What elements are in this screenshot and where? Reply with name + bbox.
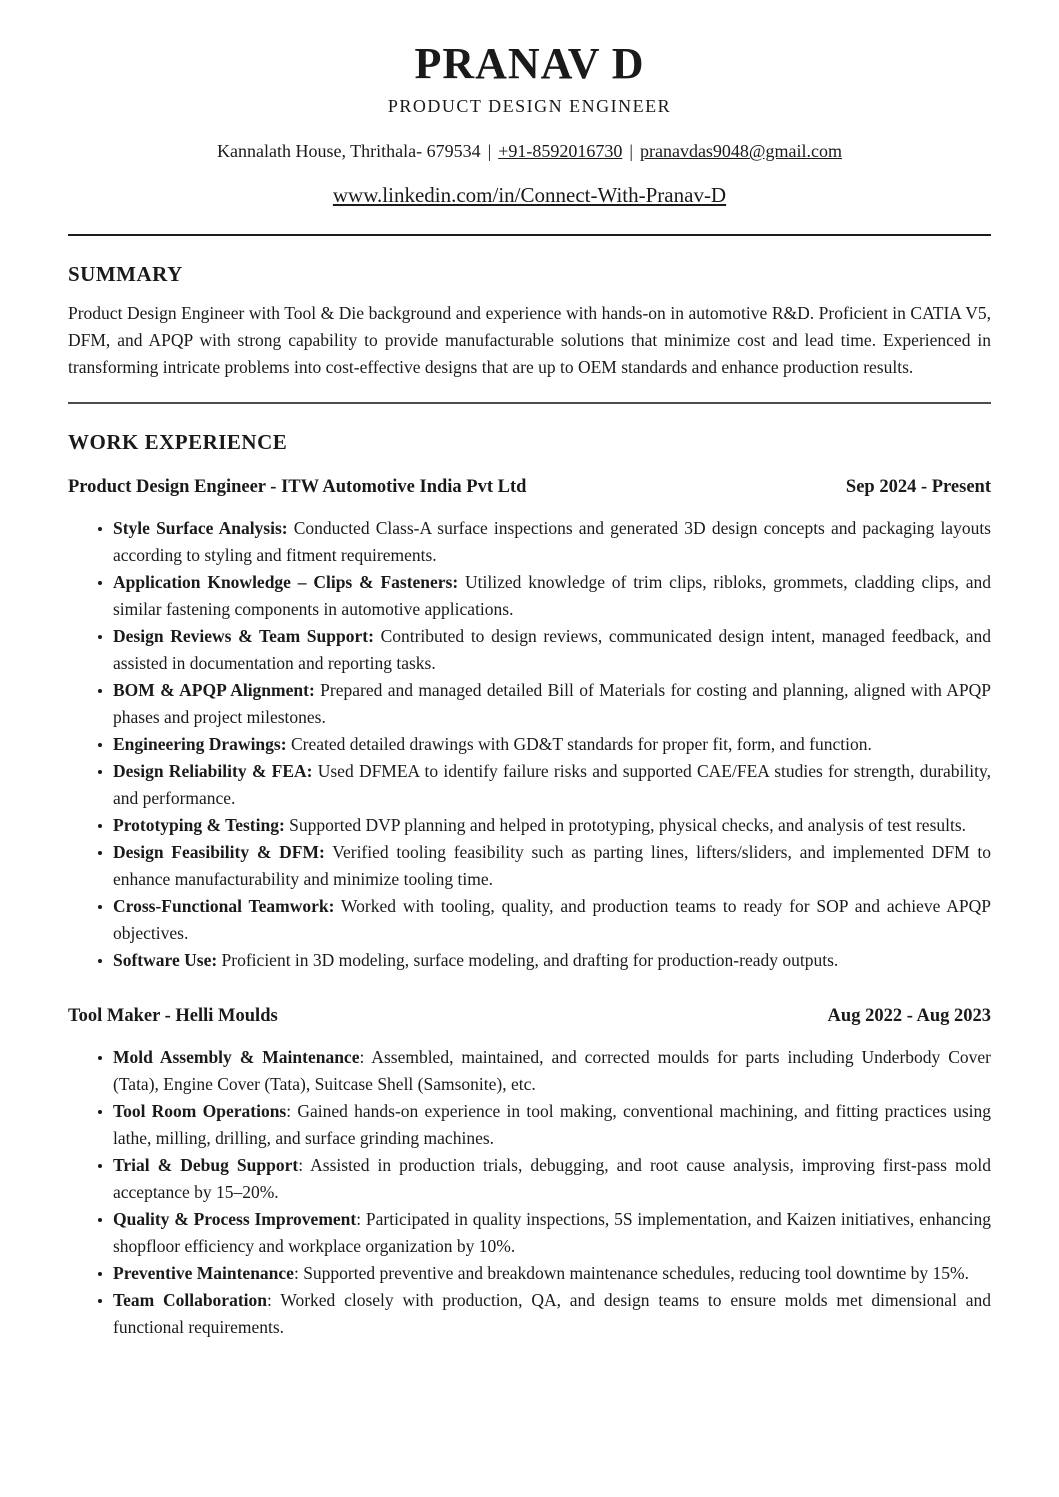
linkedin-link[interactable]: www.linkedin.com/in/Connect-With-Pranav-D [332, 183, 727, 208]
candidate-title: PRODUCT DESIGN ENGINEER [387, 96, 672, 117]
bullet-item [113, 1260, 991, 1287]
bullet-label: Prototyping & Testing: [113, 815, 285, 836]
bullet-label: Tool Room Operations [113, 1101, 287, 1122]
bullet-item [113, 812, 991, 839]
bullet-label: Engineering Drawings: [113, 734, 287, 755]
bullet-item [113, 677, 991, 731]
bullet-label: Design Reliability & FEA: [113, 761, 313, 782]
bullet-text: Worked with tooling, quality, and production teams to ready for SOP and achieve APQP objectives. [113, 896, 991, 944]
contact-separator: | [629, 141, 633, 162]
bullet-label: Quality & Process Improvement [113, 1209, 357, 1230]
linkedin-line [68, 183, 991, 208]
contact-line [68, 141, 991, 162]
bullet-item [113, 1044, 991, 1098]
bullet-item [113, 947, 991, 974]
bullet-text: Supported DVP planning and helped in prototyping, physical checks, and analysis of test results. [284, 815, 967, 836]
bullet-text: Contributed to design reviews, communicated design intent, managed feedback, and assisted in documentation and reporting tasks. [113, 626, 991, 674]
bullet-text: Verified tooling feasibility such as parting lines, lifters/sliders, and implemented DFM to enhance manufacturability and minimize tooling time. [113, 842, 992, 890]
bullet-label: Mold Assembly & Maintenance [113, 1047, 360, 1068]
job-header [68, 477, 991, 498]
address: Kannalath House, Thrithala- 679534 [216, 141, 481, 162]
bullet-item [113, 623, 991, 677]
bullet-item [113, 731, 991, 758]
bullet-text: : Gained hands-on experience in tool making, conventional machining, and fitting practices using lathe, milling, drilling, and surface grinding machines. [113, 1101, 991, 1149]
bullet-label: Application Knowledge – Clips & Fasteners: [113, 572, 459, 593]
bullet-item [113, 515, 991, 569]
bullet-text: : Assembled, maintained, and corrected moulds for parts including Underbody Cover (Tata), Engine Cover (Tata), Suitcase Shell (Samsonite), etc. [113, 1047, 991, 1095]
job-title-company: Product Design Engineer - ITW Automotive India Pvt Ltd [68, 477, 527, 498]
summary-text: Product Design Engineer with Tool & Die background and experience with hands-on in automotive R&D. Proficient in CATIA V5, DFM, and APQP with strong capability to provide manufacturable solutions that minimize cost and lead time. Experienced in transforming intricate problems into cost-effective designs that are up to OEM standards and enhance production results. [68, 303, 991, 378]
job-bullet-list [68, 1044, 991, 1341]
job-dates: Aug 2022 - Aug 2023 [827, 1006, 991, 1027]
bullet-text: Conducted Class-A surface inspections and generated 3D design concepts and packaging layouts according to styling and fitment requirements. [113, 518, 991, 566]
bullet-item [113, 569, 991, 623]
bullet-text: Proficient in 3D modeling, surface modeling, and drafting for production-ready outputs. [217, 950, 839, 971]
job-title-company: Tool Maker - Helli Moulds [68, 1006, 278, 1027]
divider [68, 402, 991, 404]
bullet-item [113, 1098, 991, 1152]
job-dates: Sep 2024 - Present [845, 477, 991, 498]
bullet-label: Preventive Maintenance [113, 1263, 294, 1284]
bullet-item [113, 1152, 991, 1206]
contact-separator: | [487, 141, 492, 162]
bullet-text: Prepared and managed detailed Bill of Materials for costing and planning, aligned with APQP phases and project milestones. [113, 680, 991, 728]
job-bullet-list [68, 515, 991, 974]
bullet-label: Trial & Debug Support [113, 1155, 299, 1176]
work-experience-heading: WORK EXPERIENCE [68, 430, 288, 455]
bullet-text: Created detailed drawings with GD&T standards for proper fit, form, and function. [286, 734, 872, 755]
phone-link[interactable]: +91-8592016730 [498, 141, 623, 162]
bullet-label: Software Use: [113, 950, 218, 971]
bullet-text: Used DFMEA to identify failure risks and supported CAE/FEA studies for strength, durability, and performance. [113, 761, 991, 809]
bullet-text: : Assisted in production trials, debugging, and root cause analysis, improving first-pass mold acceptance by 15–20%. [113, 1155, 991, 1203]
bullet-text: : Worked closely with production, QA, and design teams to ensure molds met dimensional and functional requirements. [113, 1290, 991, 1338]
summary-heading: SUMMARY [68, 262, 183, 287]
divider [68, 234, 991, 236]
bullet-label: Cross-Functional Teamwork: [113, 896, 335, 917]
bullet-text: : Participated in quality inspections, 5S implementation, and Kaizen initiatives, enhancing shopfloor efficiency and workplace organization by 10%. [113, 1209, 992, 1257]
bullet-label: BOM & APQP Alignment: [113, 680, 315, 701]
bullet-text: : Supported preventive and breakdown maintenance schedules, reducing tool downtime by 15%. [293, 1263, 969, 1284]
bullet-item [113, 893, 991, 947]
bullet-text: Utilized knowledge of trim clips, ribloks, grommets, cladding clips, and similar fastening components in automotive applications. [113, 572, 991, 620]
bullet-item [113, 839, 991, 893]
bullet-label: Design Feasibility & DFM: [113, 842, 325, 863]
bullet-item [113, 1287, 991, 1341]
bullet-label: Design Reviews & Team Support: [113, 626, 374, 647]
bullet-item [113, 758, 991, 812]
bullet-item [113, 1206, 991, 1260]
candidate-name: PRANAV D [414, 39, 645, 88]
email-link[interactable]: pranavdas9048@gmail.com [639, 141, 842, 162]
bullet-label: Style Surface Analysis: [113, 518, 288, 539]
job-header [68, 1006, 991, 1027]
bullet-label: Team Collaboration [113, 1290, 267, 1311]
